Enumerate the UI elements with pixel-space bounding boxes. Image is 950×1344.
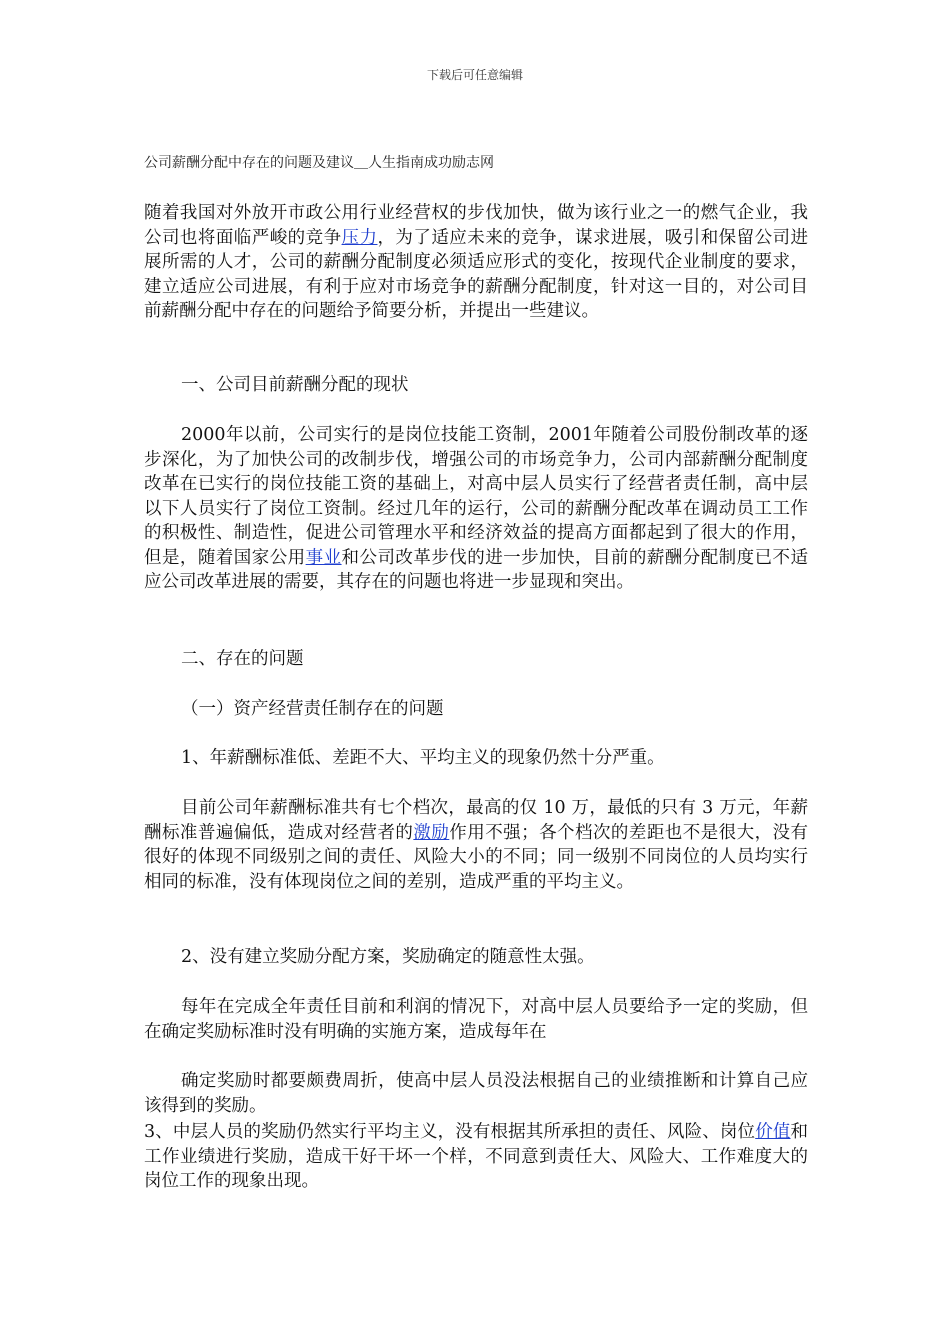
paragraph-issue-3 [144,1120,808,1194]
paragraph-issue-1 [144,796,808,894]
paragraph-text: 和工作业绩进行奖励，造成干好干坏一个样，不同意到责任大、风险大、工作难度大的岗位工作的现象出现。 [144,1122,808,1191]
issue-heading-1: 1、年薪酬标准低、差距不大、平均主义的现象仍然十分严重。 [181,748,665,768]
issue-heading-2: 2、没有建立奖励分配方案，奖励确定的随意性太强。 [181,947,595,967]
subsection-heading: （一）资产经营责任制存在的问题 [181,699,444,719]
section-heading-2: 二、存在的问题 [181,649,304,669]
paragraph-text: ，为了适应未来的竞争，谋求进展，吸引和保留公司进展所需的人才，公司的薪酬分配制度必须适应形式的变化，按现代企业制度的要求，建立适应公司进展，有利于应对市场竞争的薪酬分配制度，针对这一目的，对公司目前薪酬分配中存在的问题给予简要分析，并提出一些建议。 [144,227,809,321]
link-pressure[interactable]: 压力 [341,227,378,248]
paragraph-text: 目前公司年薪酬标准共有七个档次，最高的仅 10 万，最低的只有 3 万元，年薪酬标准普遍偏低，造成对经营者的 [144,798,808,843]
paragraph-text: 2000年以前，公司实行的是岗位技能工资制，2001年随着公司股份制改革的逐步深化，为了加快公司的改制步伐，增强公司的市场竞争力，公司内部薪酬分配制度改革在已实行的岗位技能工资的基础上，对高中层人员实行了经营者责任制，高中层以下人员实行了岗位工资制。经过几年的运行，公司的薪酬分配改革在调动员工工作的积极性、制造性，促进公司管理水平和经济效益的提高方面都起到了很大的作用，但是，随着国家公用 [144,425,808,568]
link-incentive[interactable]: 激励 [413,822,450,843]
paragraph-text: 作用不强；各个档次的差距也不是很大，没有很好的体现不同级别之间的责任、风险大小的不同；同一级别不同岗位的人员均实行相同的标准，没有体现岗位之间的差别，造成严重的平均主义。 [144,822,809,892]
link-value[interactable]: 价值 [755,1122,791,1142]
paragraph-text: 和公司改革步伐的进一步加快，目前的薪酬分配制度已不适应公司改革进展的需要，其存在的问题也将进一步显现和突出。 [144,547,809,592]
document-title: 公司薪酬分配中存在的问题及建议＿人生指南成功励志网 [144,155,494,171]
paragraph-status [144,423,808,595]
page-header: 下载后可任意编辑 [426,68,523,82]
paragraph-intro [144,201,808,324]
paragraph-issue-2-cont: 确定奖励时都要颇费周折，使高中层人员没法根据自己的业绩推断和计算自己应该得到的奖励。 [144,1071,808,1116]
paragraph-text: 随着我国对外放开市政公用行业经营权的步伐加快，做为该行业之一的燃气企业，我公司也将面临严峻的竞争 [144,203,808,248]
section-heading-1: 一、公司目前薪酬分配的现状 [181,375,409,395]
link-undertaking[interactable]: 事业 [305,547,342,568]
paragraph-issue-2: 每年在完成全年责任目前和利润的情况下，对高中层人员要给予一定的奖励，但在确定奖励标准时没有明确的实施方案，造成每年在 [144,997,808,1042]
paragraph-text: 3、中层人员的奖励仍然实行平均主义，没有根据其所承担的责任、风险、岗位 [144,1122,756,1142]
